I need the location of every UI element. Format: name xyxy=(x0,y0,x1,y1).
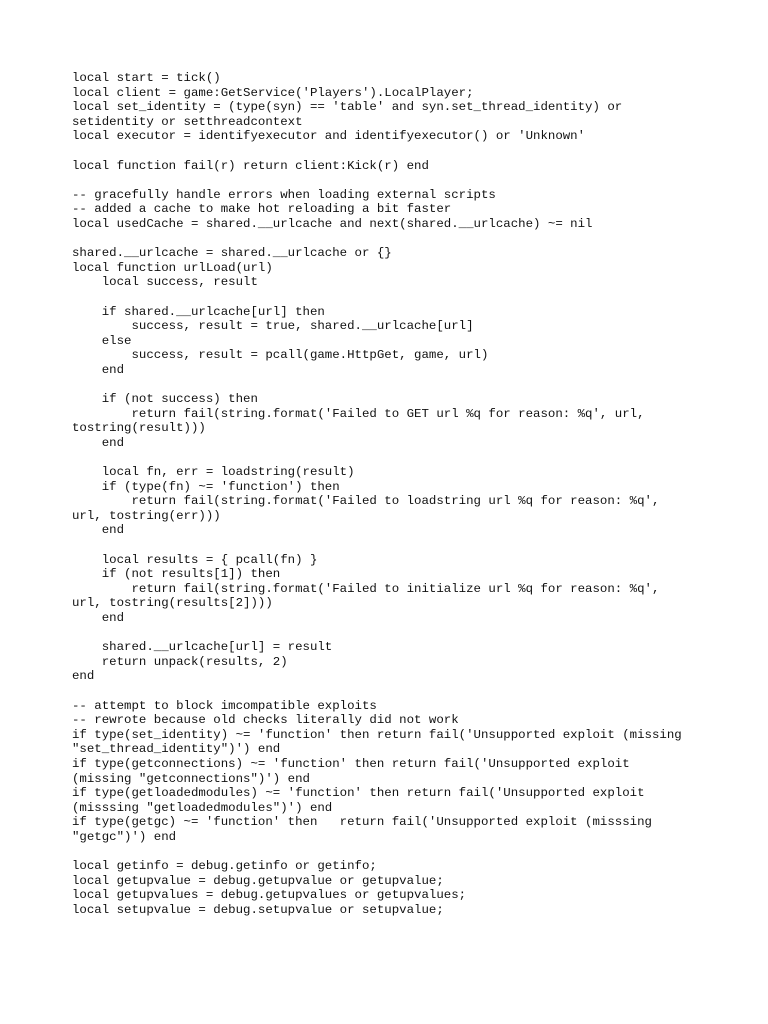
code-line: local usedCache = shared.__urlcache and next(shared.__urlcache) ~= nil xyxy=(72,216,593,231)
code-line: local client = game:GetService('Players').LocalPlayer; xyxy=(72,85,474,100)
code-line: url, tostring(results[2]))) xyxy=(72,596,273,611)
code-line: local start = tick() xyxy=(72,71,221,85)
code-line: if type(getconnections) ~= 'function' then return fail('Unsupported exploit xyxy=(72,756,630,771)
code-line: local fn, err = loadstring(result) xyxy=(72,465,355,480)
code-line: -- gracefully handle errors when loading external scripts xyxy=(72,187,496,202)
code-line: return unpack(results, 2) xyxy=(72,654,288,669)
code-line: -- attempt to block imcompatible exploits xyxy=(72,698,377,713)
code-line: end xyxy=(72,669,95,684)
blank-line xyxy=(72,684,712,699)
code-line: url, tostring(err))) xyxy=(72,508,221,523)
blank-line xyxy=(72,173,712,188)
blank-line xyxy=(72,538,712,553)
blank-line xyxy=(72,144,712,159)
blank-line xyxy=(72,626,712,641)
code-line: if (not results[1]) then xyxy=(72,567,281,582)
code-line: shared.__urlcache = shared.__urlcache or {} xyxy=(72,246,392,261)
code-line: end xyxy=(72,362,125,377)
code-line: if (not success) then xyxy=(72,392,258,407)
code-line: if shared.__urlcache[url] then xyxy=(72,304,325,319)
code-line: return fail(string.format('Failed to loadstring url %q for reason: %q', xyxy=(72,494,660,509)
code-line: end xyxy=(72,435,125,450)
code-line: local function fail(r) return client:Kick(r) end xyxy=(72,158,429,173)
code-line: "set_thread_identity")') end xyxy=(72,742,281,757)
code-line: local getinfo = debug.getinfo or getinfo; xyxy=(72,859,377,874)
blank-line xyxy=(72,232,712,247)
code-line: return fail(string.format('Failed to GET url %q for reason: %q', url, xyxy=(72,406,645,421)
code-line: local set_identity = (type(syn) == 'table' and syn.set_thread_identity) or xyxy=(72,100,623,115)
code-line: end xyxy=(72,523,125,538)
code-line: "getgc")') end xyxy=(72,829,177,844)
code-line: local getupvalue = debug.getupvalue or getupvalue; xyxy=(72,873,444,888)
code-line: local results = { pcall(fn) } xyxy=(72,552,318,567)
blank-line xyxy=(72,844,712,859)
code-line: if (type(fn) ~= 'function') then xyxy=(72,479,340,494)
code-line: if type(set_identity) ~= 'function' then return fail('Unsupported exploit (missing xyxy=(72,727,682,742)
code-line: local executor = identifyexecutor and identifyexecutor() or 'Unknown' xyxy=(72,129,586,144)
code-line: else xyxy=(72,333,132,348)
code-line: success, result = pcall(game.HttpGet, game, url) xyxy=(72,348,489,363)
code-line: -- added a cache to make hot reloading a bit faster xyxy=(72,202,452,217)
code-line: return fail(string.format('Failed to initialize url %q for reason: %q', xyxy=(72,581,660,596)
code-line: local setupvalue = debug.setupvalue or setupvalue; xyxy=(72,902,444,917)
code-line: local getupvalues = debug.getupvalues or getupvalues; xyxy=(72,888,467,903)
code-line: setidentity or setthreadcontext xyxy=(72,114,303,129)
code-line: if type(getgc) ~= 'function' then return fail('Unsupported exploit (misssing xyxy=(72,815,652,830)
blank-line xyxy=(72,290,712,305)
code-line: (misssing "getloadedmodules")') end xyxy=(72,800,333,815)
code-line: local function urlLoad(url) xyxy=(72,260,273,275)
blank-line xyxy=(72,377,712,392)
code-line: -- rewrote because old checks literally did not work xyxy=(72,713,459,728)
blank-line xyxy=(72,450,712,465)
code-line: local success, result xyxy=(72,275,258,290)
code-line: (missing "getconnections")') end xyxy=(72,771,310,786)
code-block xyxy=(72,71,712,917)
code-line: success, result = true, shared.__urlcache[url] xyxy=(72,319,474,334)
code-line: if type(getloadedmodules) ~= 'function' then return fail('Unsupported exploit xyxy=(72,786,645,801)
code-line: end xyxy=(72,610,125,625)
code-line: tostring(result))) xyxy=(72,421,206,436)
code-line: shared.__urlcache[url] = result xyxy=(72,640,333,655)
